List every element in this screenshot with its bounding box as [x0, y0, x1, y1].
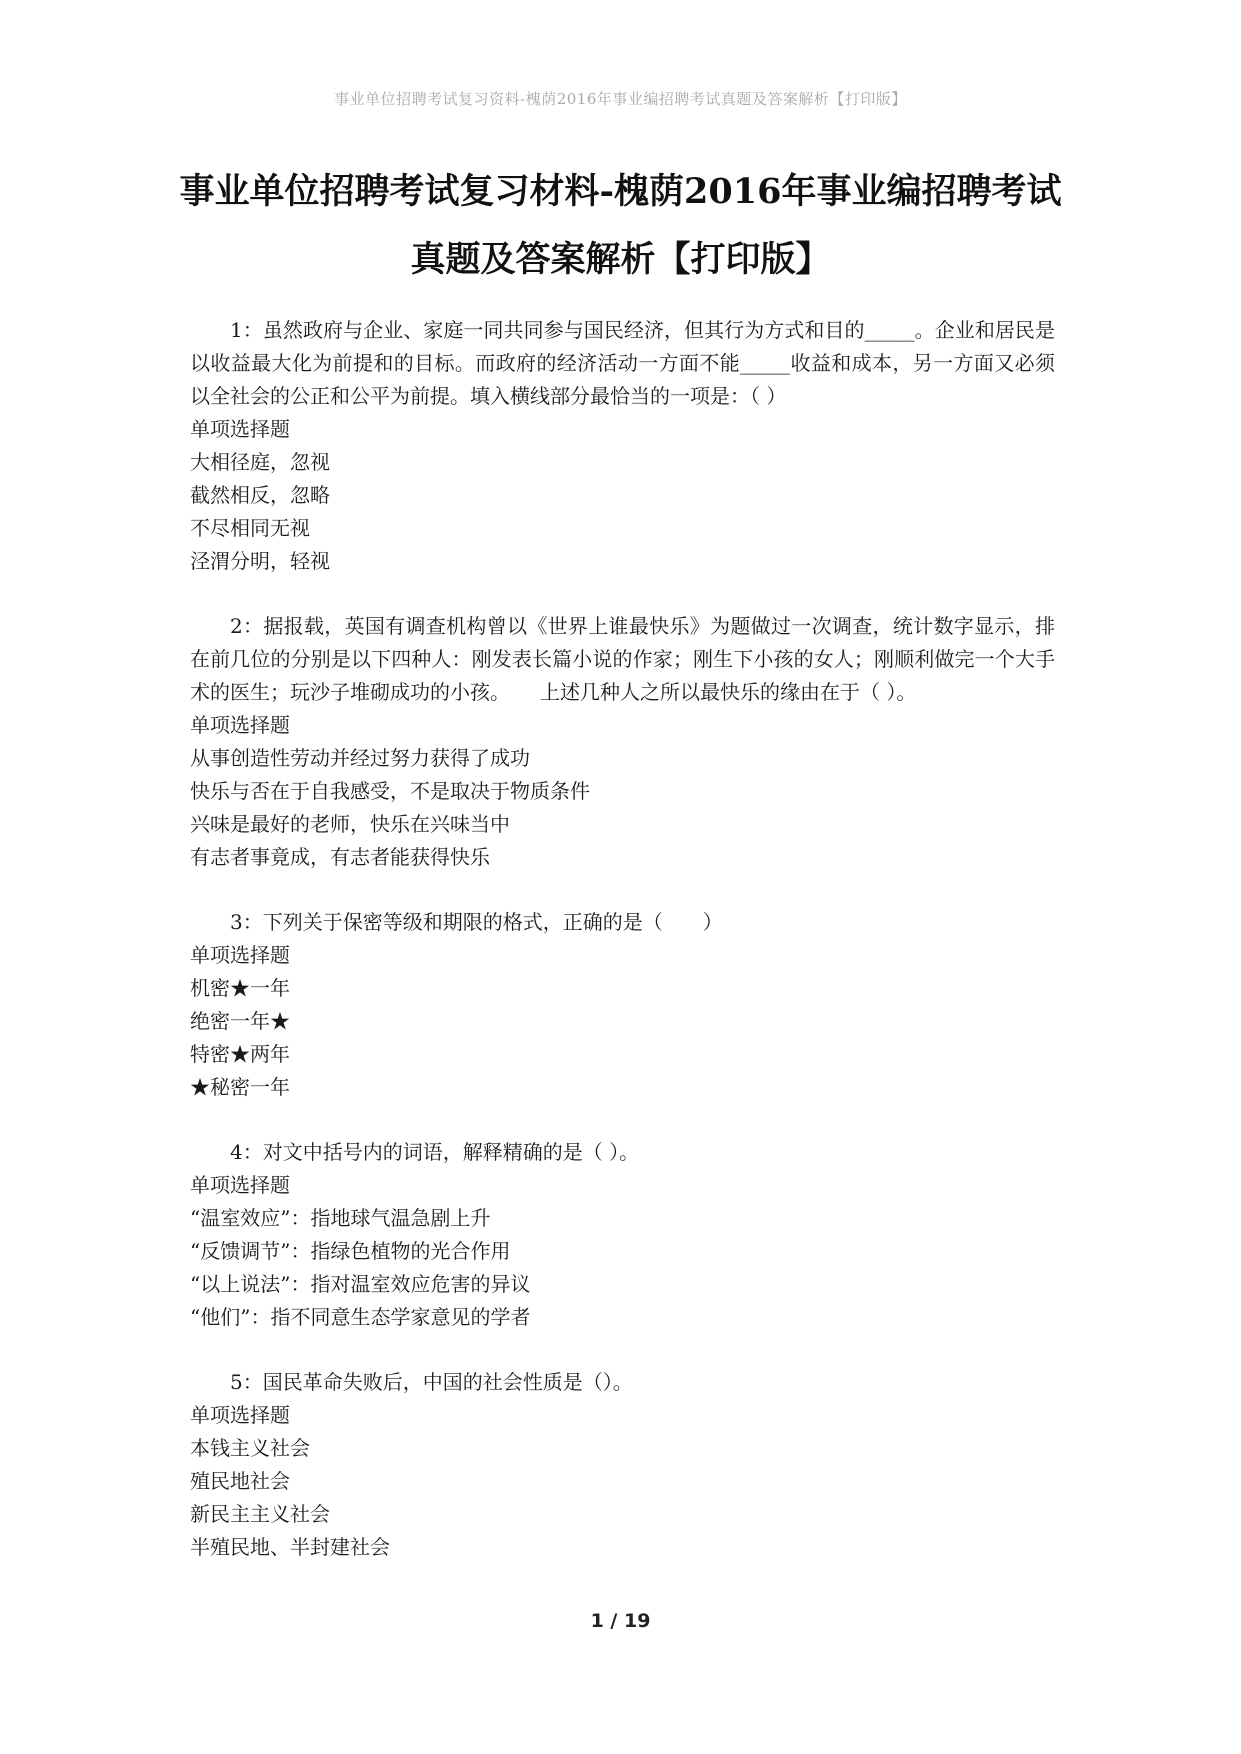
question-stem: 4：对文中括号内的词语，解释精确的是（ ）。 [230, 1140, 640, 1164]
answer-option: 殖民地社会 [190, 1469, 290, 1493]
question-stem: 1：虽然政府与企业、家庭一同共同参与国民经济，但其行为方式和目的_____。企业和居民是以收益最大化为前提和的目标。而政府的经济活动一方面不能_____收益和成本，另一方面又必须以全社会的公正和公平为前提。填入横线部分最恰当的一项是：（ ） [190, 318, 1055, 408]
question-2 [190, 610, 1055, 874]
answer-option: 泾渭分明，轻视 [190, 549, 330, 573]
answer-option: 半殖民地、半封建社会 [190, 1535, 390, 1559]
answer-option: 有志者事竟成，有志者能获得快乐 [190, 845, 490, 869]
answer-option: 绝密一年★ [190, 1009, 290, 1033]
answer-option: 截然相反，忽略 [190, 483, 330, 507]
answer-option: 快乐与否在于自我感受，不是取决于物质条件 [190, 779, 590, 803]
answer-option: 不尽相同无视 [190, 516, 310, 540]
answer-option: 新民主主义社会 [190, 1502, 330, 1526]
question-type: 单项选择题 [190, 1403, 290, 1427]
answer-option: 兴味是最好的老师，快乐在兴味当中 [190, 812, 510, 836]
question-type: 单项选择题 [190, 713, 290, 737]
question-3 [190, 906, 1055, 1104]
question-5 [190, 1366, 1055, 1564]
answer-option: 特密★两年 [190, 1042, 290, 1066]
question-type: 单项选择题 [190, 417, 290, 441]
answer-option: “他们”：指不同意生态学家意见的学者 [190, 1305, 531, 1329]
question-stem: 3：下列关于保密等级和期限的格式，正确的是（ ） [230, 910, 723, 934]
question-stem: 2：据报载，英国有调查机构曾以《世界上谁最快乐》为题做过一次调查，统计数字显示，排在前几位的分别是以下四种人：刚发表长篇小说的作家；刚生下小孩的女人；刚顺利做完一个大手术的医生；玩沙子堆砌成功的小孩。 上述几种人之所以最快乐的缘由在于（ ）。 [190, 614, 1055, 704]
answer-option: 本钱主义社会 [190, 1436, 310, 1460]
answer-option: 大相径庭，忽视 [190, 450, 330, 474]
answer-option: 从事创造性劳动并经过努力获得了成功 [190, 746, 530, 770]
answer-option: “温室效应”：指地球气温急剧上升 [190, 1206, 491, 1230]
question-type: 单项选择题 [190, 943, 290, 967]
answer-option: ★秘密一年 [190, 1075, 290, 1099]
page-header: 事业单位招聘考试复习资料-槐荫2016年事业编招聘考试真题及答案解析【打印版】 [334, 90, 907, 108]
answer-option: “反馈调节”：指绿色植物的光合作用 [190, 1239, 511, 1263]
document-title-line-1: 事业单位招聘考试复习材料-槐荫2016年事业编招聘考试 [179, 171, 1062, 212]
question-4 [190, 1136, 1055, 1334]
page-number: 1 / 19 [590, 1610, 651, 1632]
document-title [150, 158, 1091, 294]
answer-option: 机密★一年 [190, 976, 290, 1000]
answer-option: “以上说法”：指对温室效应危害的异议 [190, 1272, 531, 1296]
question-stem: 5：国民革命失败后，中国的社会性质是（）。 [230, 1370, 633, 1394]
question-type: 单项选择题 [190, 1173, 290, 1197]
question-list [190, 314, 1055, 1596]
document-title-line-2: 真题及答案解析【打印版】 [410, 239, 831, 280]
question-1 [190, 314, 1055, 578]
